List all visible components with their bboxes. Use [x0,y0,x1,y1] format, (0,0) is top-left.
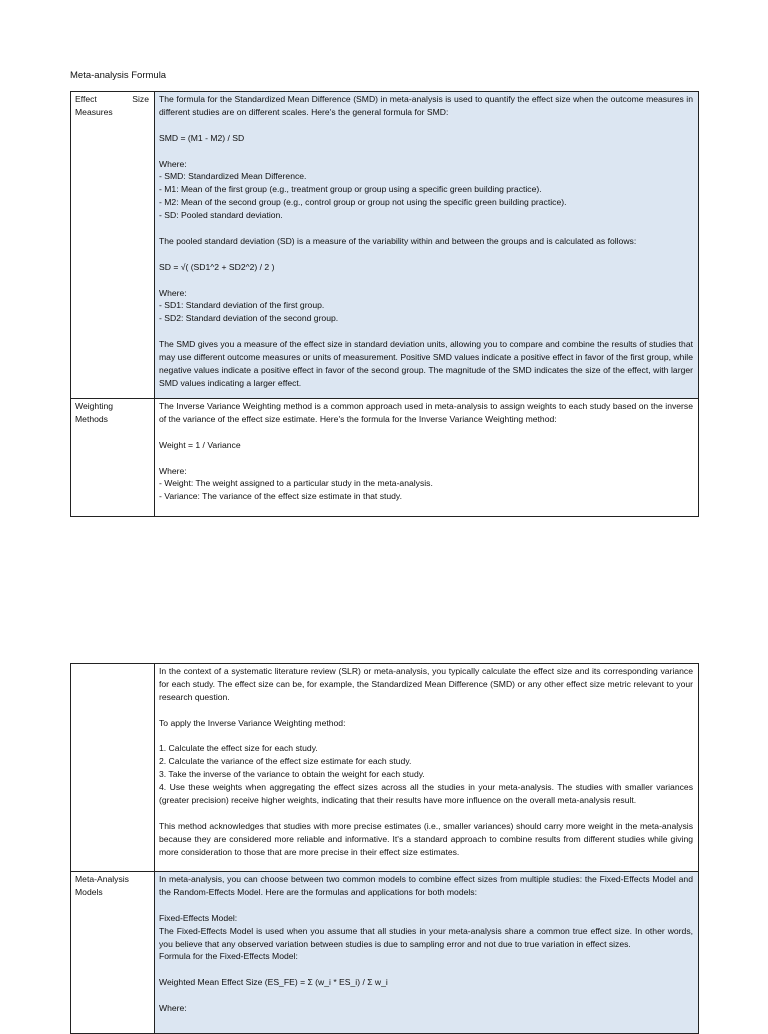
content-line: The Fixed-Effects Model is used when you assume that all studies in your meta-analysis share a common true effect size. In other words, you believe that any observed variation between studies is due to sampling error and not due to true variation in effect sizes. [159,925,693,949]
row-label-cell [71,92,155,399]
row-content-cell [155,664,699,872]
table-row-inverse-variance-continued [71,664,699,872]
content-line: - M1: Mean of the first group (e.g., treatment group or group using a specific green building practice). [159,184,542,195]
row-label-line-2: Measures [75,106,113,117]
row-label-line-1: Weighting [75,401,114,411]
content-line: - SD: Pooled standard deviation. [159,210,283,221]
content-line: 3. Take the inverse of the variance to obtain the weight for each study. [159,769,425,780]
content-line: In meta-analysis, you can choose between two common models to combine effect sizes from multiple studies: the Fixed-Effects Model and the Random-Effects Model. Here are the formulas and applications for both models: [159,874,693,897]
blank-line [159,899,693,912]
blank-line [159,963,693,976]
blank-line [159,145,693,158]
content-line: The Inverse Variance Weighting method is a common approach used in meta-analysis to assign weights to each study based on the inverse of the variance of the effect size estimate. Here's the formula for the Inverse Variance Weighting method: [159,401,693,424]
content-line: Where: [159,158,187,169]
blank-line [159,807,693,820]
blank-line [159,274,693,287]
content-line: To apply the Inverse Variance Weighting method: [159,717,346,728]
content-line: The pooled standard deviation (SD) is a measure of the variability within and between the groups and is calculated as follows: [159,235,637,246]
blank-line [159,704,693,717]
content-line: Weighted Mean Effect Size (ES_FE) = Σ (w_i * ES_i) / Σ w_i [159,977,388,988]
blank-line [159,730,693,743]
content-line: Fixed-Effects Model: [159,912,238,923]
table-row-effect-size-measures [71,92,699,399]
content-line: In the context of a systematic literature review (SLR) or meta-analysis, you typically calculate the effect size and its corresponding variance for each study. The effect size can be, for example, the Standardized Mean Difference (SMD) or any other effect size metric relevant to your research question. [159,666,693,702]
content-line: - SD2: Standard deviation of the second group. [159,313,339,324]
row-label-line-1: Effect Size [75,94,149,104]
row-label-cell [71,872,155,1034]
content-line: SD = √( (SD1^2 + SD2^2) / 2 ) [159,261,275,272]
blank-line [159,119,693,132]
content-line: - SMD: Standardized Mean Difference. [159,171,307,182]
content-line: Where: [159,465,187,476]
blank-line [159,325,693,338]
content-line: SMD = (M1 - M2) / SD [159,132,245,143]
content-line: 4. Use these weights when aggregating the effect sizes across all the studies in your meta-analysis. The studies with smaller variances (greater precision) receive higher weights, indicating that their results have more influence on the overall meta-analysis result. [159,782,693,806]
row-label-line-2: Methods [75,413,108,424]
content-line: The formula for the Standardized Mean Difference (SMD) in meta-analysis is used to quantify the effect size when the outcome measures in different studies are on different scales. Here's the general formula for SMD: [159,94,693,117]
content-line: The SMD gives you a measure of the effect size in standard deviation units, allowing you to compare and combine the results of studies that may use different outcome measures or units of measurement. Positive SMD values indicate a positive effect in favor of the first group, while negative values indicate a positive effect in favor of the second group. The magnitude of the SMD indicates the size of the effect, with larger SMD values indicating a larger effect. [159,339,693,388]
content-line: - Variance: The variance of the effect size estimate in that study. [159,491,402,502]
content-line: This method acknowledges that studies with more precise estimates (i.e., smaller variances) should carry more weight in the meta-analysis because they are considered more reliable and informative. It's a standard approach to combine results from different studies while giving more consideration to those that are more precise in their effect size estimates. [159,820,693,857]
blank-line [159,989,693,1002]
row-label-cell [71,664,155,872]
content-line: Where: [159,287,187,298]
row-label-line-2: Models [75,886,103,897]
formula-table-2 [70,663,699,1034]
content-line: - Weight: The weight assigned to a particular study in the meta-analysis. [159,478,433,489]
row-content-cell [155,872,699,1034]
document-title: Meta-analysis Formula [70,70,167,81]
row-content-cell [155,92,699,399]
content-line: 1. Calculate the effect size for each study. [159,743,318,754]
content-line: Formula for the Fixed-Effects Model: [159,951,298,962]
row-label-line-1: Meta-Analysis [75,874,129,884]
content-line: Where: [159,1003,187,1014]
blank-line [159,452,693,465]
blank-line [159,222,693,235]
content-line: - SD1: Standard deviation of the first group. [159,300,325,311]
content-line: Weight = 1 / Variance [159,439,241,450]
blank-line [159,248,693,261]
formula-table-1 [70,91,699,517]
table-row-meta-analysis-models [71,872,699,1034]
table-row-weighting-methods [71,399,699,517]
row-label-cell [71,399,155,517]
content-line: 2. Calculate the variance of the effect size estimate for each study. [159,756,412,767]
content-line: - M2: Mean of the second group (e.g., control group or group not using the specific green building practice). [159,197,567,208]
blank-line [159,426,693,439]
row-content-cell [155,399,699,517]
